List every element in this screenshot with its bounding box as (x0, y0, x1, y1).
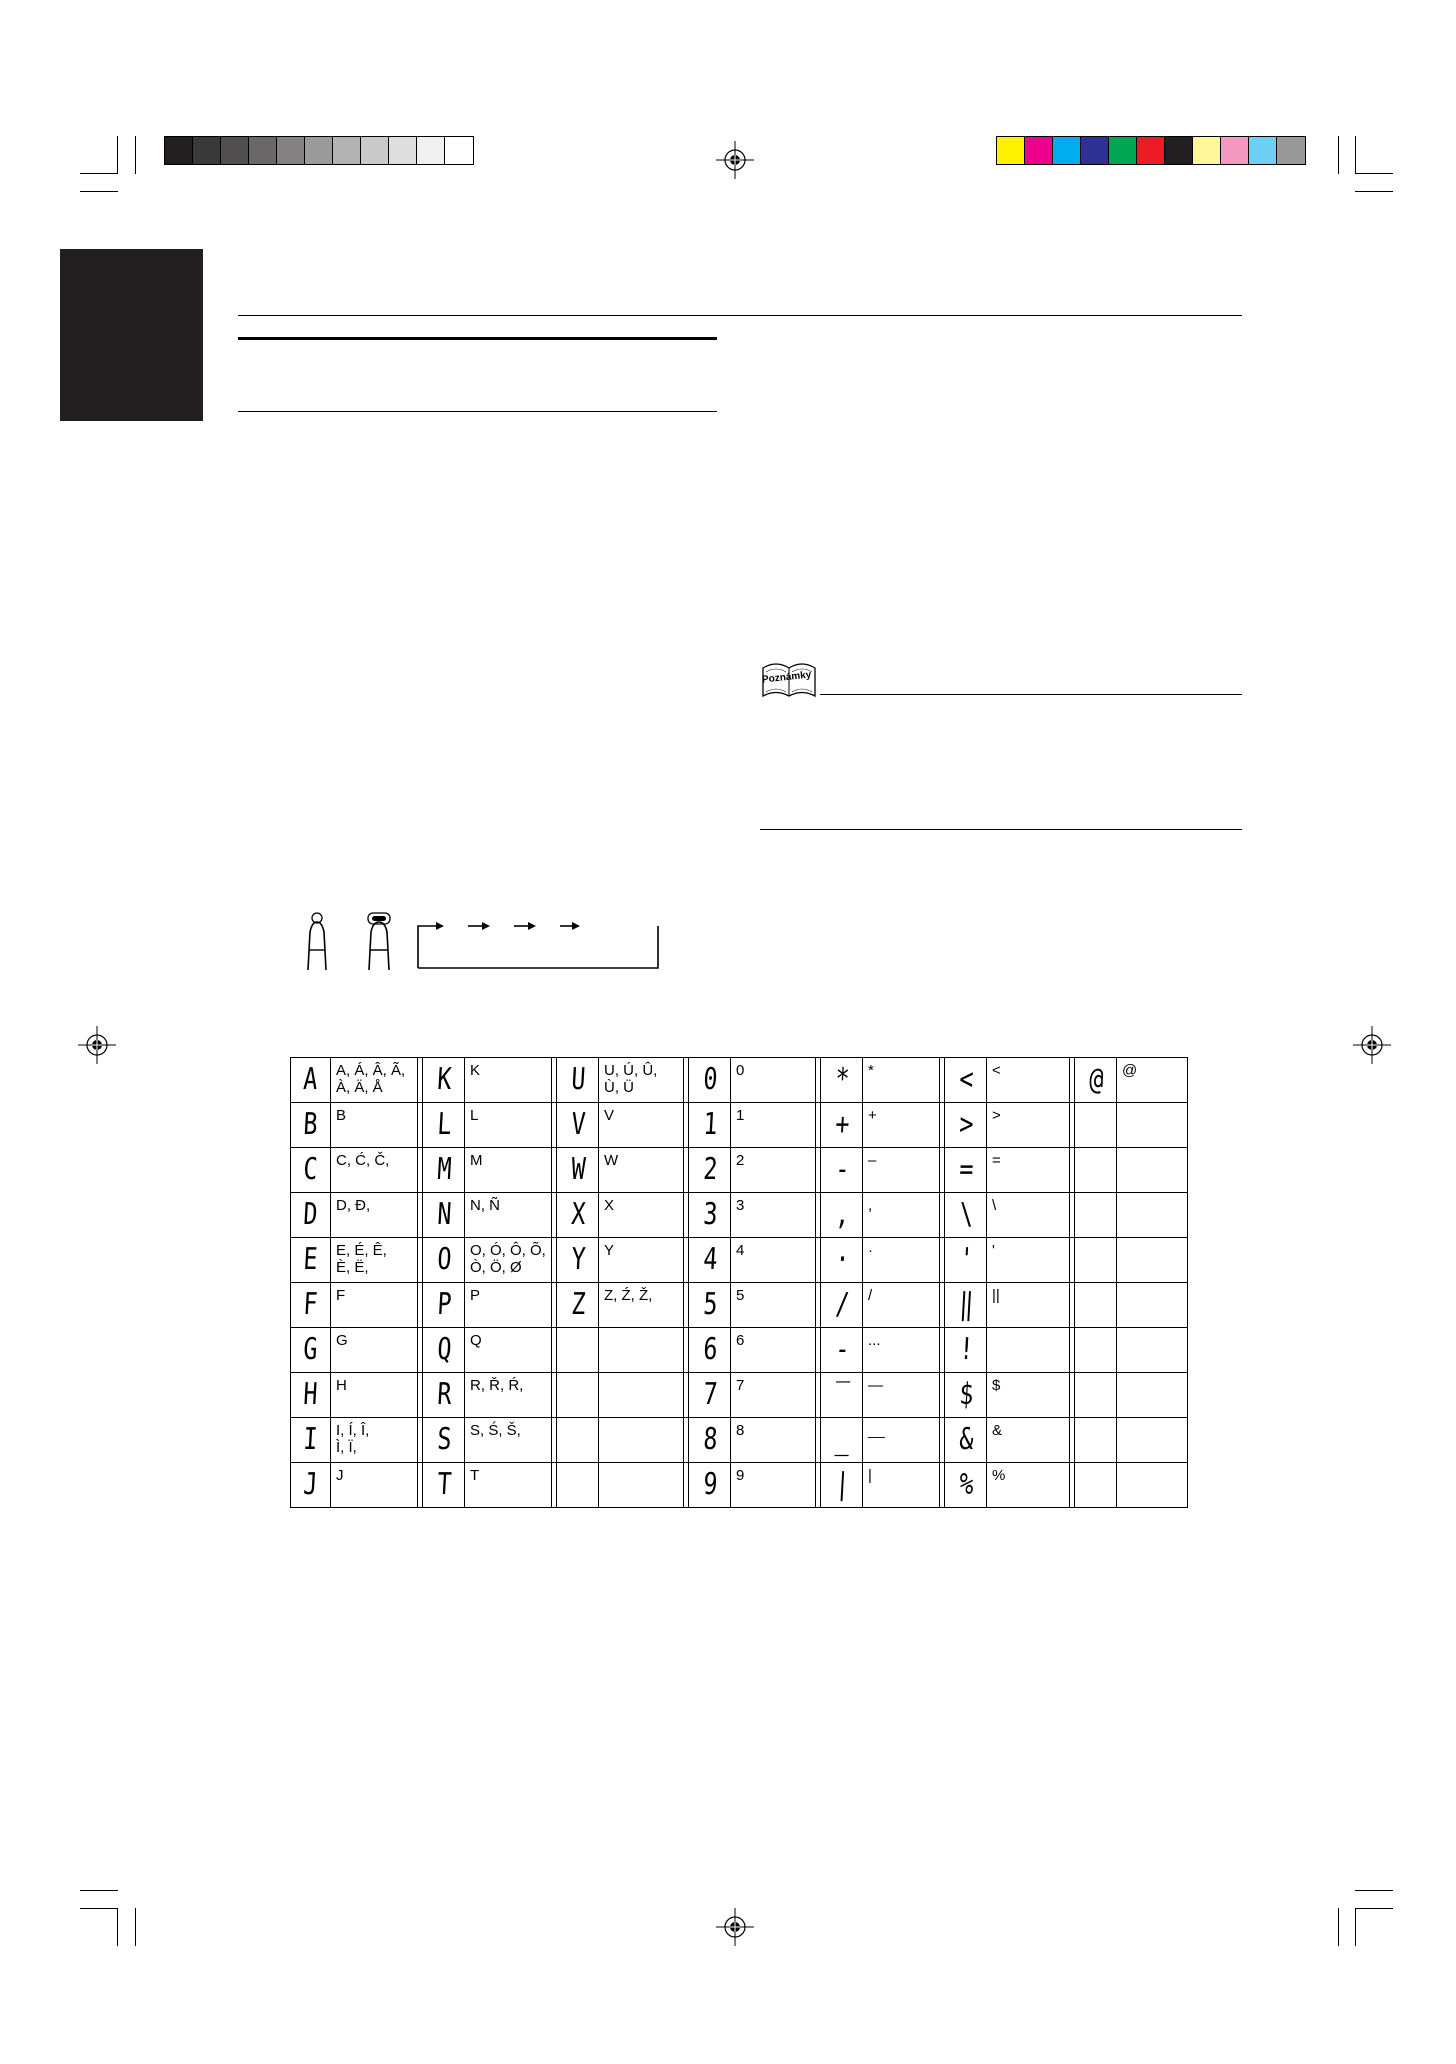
character-label (1116, 1417, 1194, 1462)
segment-display-glyph (690, 1327, 730, 1372)
segment-glyph-text: , (834, 1197, 850, 1232)
gray-swatch (193, 137, 221, 164)
segment-glyph-text: & (958, 1422, 974, 1457)
segment-display-glyph (690, 1462, 730, 1507)
row-divider (290, 1282, 1188, 1283)
segment-display-glyph (290, 1282, 330, 1327)
gray-swatch (333, 137, 361, 164)
character-label: 3 (736, 1197, 745, 1214)
character-label: $ (992, 1377, 1001, 1394)
character-label: M (470, 1152, 483, 1169)
segment-glyph-text: - (834, 1332, 850, 1367)
segment-glyph-text: 1 (702, 1107, 718, 1142)
gray-swatch (361, 137, 389, 164)
gray-swatch (277, 137, 305, 164)
segment-display-glyph (822, 1372, 862, 1417)
language-side-tab (60, 249, 203, 421)
segment-glyph-text: B (302, 1107, 318, 1142)
process-color-swatch (997, 137, 1025, 164)
character-label: D, Đ, (336, 1197, 371, 1214)
segment-display-glyph (290, 1237, 330, 1282)
crop-mark-bottom-left-h (80, 1890, 118, 1891)
character-label (1116, 1372, 1194, 1417)
crop-mark-top-left-h2 (80, 191, 118, 192)
row-divider (290, 1417, 1188, 1418)
segment-display-glyph (946, 1057, 986, 1102)
character-label: Q (470, 1332, 482, 1349)
character-label: , (868, 1197, 873, 1214)
segment-display-glyph (424, 1417, 464, 1462)
segment-display-glyph (822, 1102, 862, 1147)
process-color-swatch (1221, 137, 1249, 164)
segment-glyph-text: R (436, 1377, 452, 1412)
character-label: R, Ř, Ŕ, (470, 1377, 524, 1394)
segment-glyph-text: G (302, 1332, 318, 1367)
crop-mark-bottom-left-v1 (117, 1908, 118, 1946)
segment-display-glyph (558, 1102, 598, 1147)
section-heading-rule-thick (238, 337, 717, 340)
segment-glyph-text: A (302, 1062, 318, 1097)
segment-glyph-text: M (436, 1152, 452, 1187)
segment-display-glyph (424, 1372, 464, 1417)
segment-display-glyph (558, 1327, 598, 1372)
segment-display-glyph (1076, 1057, 1116, 1102)
character-label: I, Í, Î, Ì, Ï, (336, 1422, 370, 1456)
header-rule (238, 315, 1242, 316)
character-label (1116, 1192, 1194, 1237)
segment-glyph-text: 7 (702, 1377, 718, 1412)
crop-mark-bottom-right-v1 (1338, 1908, 1339, 1946)
segment-glyph-text: \ (958, 1197, 974, 1232)
gray-swatch (305, 137, 333, 164)
segment-glyph-text: 4 (702, 1242, 718, 1277)
segment-glyph-text: + (834, 1107, 850, 1142)
display-glyph-a-blinking (308, 913, 326, 970)
crop-mark-top-left-h (80, 173, 118, 174)
notes-bottom-rule (760, 829, 1242, 830)
segment-display-glyph (424, 1282, 464, 1327)
segment-display-glyph (424, 1237, 464, 1282)
cycle-arrows (418, 922, 658, 968)
segment-glyph-text: Y (570, 1242, 586, 1277)
character-label: N, Ñ (470, 1197, 500, 1214)
character-label: | (868, 1467, 872, 1484)
segment-display-glyph (1076, 1147, 1116, 1192)
registration-mark-left (78, 1026, 116, 1064)
character-label: ' (992, 1242, 995, 1259)
segment-display-glyph (946, 1372, 986, 1417)
character-label: % (992, 1467, 1006, 1484)
segment-glyph-text: / (834, 1287, 850, 1322)
segment-glyph-text: I (302, 1422, 318, 1457)
character-label (598, 1417, 684, 1462)
segment-display-glyph (290, 1192, 330, 1237)
segment-display-glyph (946, 1417, 986, 1462)
gray-swatch (221, 137, 249, 164)
segment-glyph-text: L (436, 1107, 452, 1142)
crop-mark-top-right-v1 (1338, 136, 1339, 174)
display-glyph-a-cursor (368, 913, 390, 970)
segment-display-glyph (290, 1417, 330, 1462)
segment-glyph-text: 9 (702, 1467, 718, 1502)
segment-display-glyph (690, 1237, 730, 1282)
section-heading-rule-thin (238, 411, 717, 412)
segment-display-glyph (946, 1237, 986, 1282)
segment-display-glyph (946, 1282, 986, 1327)
character-label: > (992, 1107, 1001, 1124)
character-label: 8 (736, 1422, 745, 1439)
character-label: F (336, 1287, 346, 1304)
segment-display-glyph (946, 1327, 986, 1372)
segment-display-glyph (1076, 1102, 1116, 1147)
segment-display-glyph (946, 1462, 986, 1507)
character-label (1116, 1237, 1194, 1282)
gray-swatch (445, 137, 473, 164)
crop-mark-bottom-right-h2 (1355, 1908, 1393, 1909)
segment-glyph-text: F (302, 1287, 318, 1322)
crop-mark-top-left-v2 (135, 136, 136, 174)
segment-display-glyph (558, 1372, 598, 1417)
character-label: \ (992, 1197, 997, 1214)
segment-display-glyph (1076, 1372, 1116, 1417)
segment-display-glyph (1076, 1282, 1116, 1327)
segment-display-glyph (946, 1102, 986, 1147)
gray-swatch (417, 137, 445, 164)
segment-glyph-text: 8 (702, 1422, 718, 1457)
character-label: & (992, 1422, 1003, 1439)
segment-glyph-text: $ (958, 1377, 974, 1412)
segment-display-glyph (690, 1102, 730, 1147)
segment-display-glyph (424, 1102, 464, 1147)
segment-glyph-text: D (302, 1197, 318, 1232)
character-label (986, 1327, 1070, 1372)
segment-display-glyph (822, 1417, 862, 1462)
process-color-swatch (1277, 137, 1305, 164)
crop-mark-bottom-left-v2 (135, 1908, 136, 1946)
crop-mark-top-right-h2 (1355, 191, 1393, 192)
character-label: W (604, 1152, 619, 1169)
segment-glyph-text: | (834, 1467, 850, 1502)
character-label: X (604, 1197, 615, 1214)
character-label (1116, 1462, 1194, 1507)
character-label: U, Ú, Û, Ù, Ü (604, 1062, 658, 1096)
segment-display-glyph (424, 1057, 464, 1102)
character-label: H (336, 1377, 347, 1394)
segment-glyph-text: ‾ (834, 1377, 850, 1412)
character-label: L (470, 1107, 479, 1124)
crop-mark-top-left-v1 (117, 136, 118, 174)
segment-glyph-text: Q (436, 1332, 452, 1367)
process-color-swatch (1109, 137, 1137, 164)
character-label (598, 1327, 684, 1372)
character-label: 7 (736, 1377, 745, 1394)
registration-mark-bottom (716, 1908, 754, 1946)
row-divider (290, 1372, 1188, 1373)
segment-display-glyph (822, 1147, 862, 1192)
character-label (1116, 1102, 1194, 1147)
segment-display-glyph (290, 1327, 330, 1372)
segment-glyph-text: > (958, 1107, 974, 1142)
segment-glyph-text: ‖ (958, 1287, 974, 1322)
segment-glyph-text: 5 (702, 1287, 718, 1322)
segment-display-glyph (822, 1057, 862, 1102)
segment-display-glyph (558, 1192, 598, 1237)
display-cycle-diagram (296, 910, 666, 974)
segment-display-glyph (558, 1057, 598, 1102)
segment-glyph-text: = (958, 1152, 974, 1187)
character-label (1116, 1327, 1194, 1372)
segment-display-glyph (1076, 1417, 1116, 1462)
crop-mark-top-right-h (1355, 173, 1393, 174)
segment-glyph-text: C (302, 1152, 318, 1187)
segment-display-glyph (424, 1192, 464, 1237)
gray-swatch (249, 137, 277, 164)
segment-display-glyph (690, 1057, 730, 1102)
process-color-bar (996, 136, 1306, 165)
segment-display-glyph (558, 1462, 598, 1507)
character-label: J (336, 1467, 344, 1484)
row-divider (290, 1237, 1188, 1238)
gray-scale-bar (164, 136, 474, 165)
segment-display-glyph (1076, 1462, 1116, 1507)
segment-glyph-text: - (834, 1152, 850, 1187)
segment-glyph-text: X (570, 1197, 586, 1232)
character-label: T (470, 1467, 480, 1484)
character-label: – (868, 1152, 877, 1169)
character-label (1116, 1147, 1194, 1192)
segment-display-glyph (290, 1102, 330, 1147)
row-divider (290, 1192, 1188, 1193)
character-label: 4 (736, 1242, 745, 1259)
crop-mark-bottom-right-h (1355, 1890, 1393, 1891)
gray-swatch (165, 137, 193, 164)
segment-glyph-text: K (436, 1062, 452, 1097)
segment-glyph-text: 0 (702, 1062, 718, 1097)
character-label: P (470, 1287, 481, 1304)
segment-display-glyph (290, 1147, 330, 1192)
segment-glyph-text: * (834, 1062, 850, 1097)
character-label: = (992, 1152, 1001, 1169)
segment-display-glyph (946, 1192, 986, 1237)
character-label (1116, 1282, 1194, 1327)
process-color-swatch (1165, 137, 1193, 164)
character-label: Y (604, 1242, 615, 1259)
segment-display-glyph (290, 1057, 330, 1102)
notes-label: Poznámky (761, 669, 812, 686)
character-label: || (992, 1287, 1000, 1304)
segment-glyph-text: ! (958, 1332, 974, 1367)
segment-glyph-text: 3 (702, 1197, 718, 1232)
process-color-swatch (1053, 137, 1081, 164)
segment-glyph-text: V (570, 1107, 586, 1142)
segment-glyph-text: U (570, 1062, 586, 1097)
segment-display-glyph (822, 1282, 862, 1327)
process-color-swatch (1137, 137, 1165, 164)
segment-display-glyph (424, 1147, 464, 1192)
character-label: E, É, Ê, È, Ë, (336, 1242, 387, 1276)
registration-mark-top (716, 141, 754, 179)
segment-display-glyph (822, 1192, 862, 1237)
segment-glyph-text: E (302, 1242, 318, 1277)
character-table (290, 1057, 1188, 1508)
character-label: < (992, 1062, 1001, 1079)
crop-mark-bottom-left-h2 (80, 1908, 118, 1909)
character-label: · (868, 1242, 873, 1259)
segment-glyph-text: 6 (702, 1332, 718, 1367)
segment-glyph-text: < (958, 1062, 974, 1097)
segment-glyph-text: @ (1088, 1062, 1104, 1097)
character-label: 2 (736, 1152, 745, 1169)
segment-display-glyph (822, 1462, 862, 1507)
character-label: 6 (736, 1332, 745, 1349)
character-label: + (868, 1107, 877, 1124)
segment-glyph-text: H (302, 1377, 318, 1412)
character-label: A, Á, Â, Ã, À, Ä, Å (336, 1062, 406, 1096)
segment-glyph-text: 2 (702, 1152, 718, 1187)
character-label: B (336, 1107, 347, 1124)
segment-display-glyph (558, 1147, 598, 1192)
crop-mark-top-right-v2 (1355, 136, 1356, 174)
segment-glyph-text: S (436, 1422, 452, 1457)
gray-swatch (389, 137, 417, 164)
segment-display-glyph (946, 1147, 986, 1192)
segment-display-glyph (424, 1462, 464, 1507)
segment-display-glyph (690, 1192, 730, 1237)
row-divider (290, 1147, 1188, 1148)
segment-display-glyph (290, 1372, 330, 1417)
character-label: @ (1122, 1062, 1138, 1079)
segment-glyph-text: ' (958, 1242, 974, 1277)
segment-glyph-text: J (302, 1467, 318, 1502)
segment-glyph-text: P (436, 1287, 452, 1322)
character-label: O, Ó, Ô, Õ, Ò, Ö, Ø (470, 1242, 546, 1276)
character-label: * (868, 1062, 874, 1079)
segment-display-glyph (558, 1417, 598, 1462)
character-label: / (868, 1287, 873, 1304)
character-label: K (470, 1062, 481, 1079)
segment-display-glyph (558, 1237, 598, 1282)
segment-glyph-text: N (436, 1197, 452, 1232)
row-divider (290, 1102, 1188, 1103)
character-label: 5 (736, 1287, 745, 1304)
character-label: S, Ś, Š, (470, 1422, 521, 1439)
character-label: G (336, 1332, 348, 1349)
character-label: 1 (736, 1107, 745, 1124)
process-color-swatch (1025, 137, 1053, 164)
process-color-swatch (1193, 137, 1221, 164)
segment-display-glyph (1076, 1327, 1116, 1372)
character-label: C, Ć, Č, (336, 1152, 390, 1169)
character-label (598, 1372, 684, 1417)
segment-display-glyph (1076, 1192, 1116, 1237)
character-label: 9 (736, 1467, 745, 1484)
row-divider (290, 1462, 1188, 1463)
character-label: — (868, 1377, 883, 1394)
segment-display-glyph (822, 1237, 862, 1282)
segment-glyph-text: O (436, 1242, 452, 1277)
row-divider (290, 1327, 1188, 1328)
character-label: ... (868, 1332, 881, 1349)
character-label (598, 1462, 684, 1507)
segment-glyph-text: % (958, 1467, 974, 1502)
segment-glyph-text: W (570, 1152, 586, 1187)
segment-display-glyph (690, 1372, 730, 1417)
segment-display-glyph (690, 1147, 730, 1192)
segment-display-glyph (1076, 1237, 1116, 1282)
segment-display-glyph (558, 1282, 598, 1327)
character-label: V (604, 1107, 615, 1124)
crop-mark-bottom-right-v2 (1355, 1908, 1356, 1946)
segment-display-glyph (690, 1282, 730, 1327)
character-label: __ (868, 1422, 885, 1439)
character-label: Z, Ź, Ž, (604, 1287, 653, 1304)
segment-glyph-text: · (834, 1242, 850, 1277)
process-color-swatch (1249, 137, 1277, 164)
character-label: 0 (736, 1062, 745, 1079)
segment-glyph-text: T (436, 1467, 452, 1502)
process-color-swatch (1081, 137, 1109, 164)
registration-mark-right (1353, 1026, 1391, 1064)
segment-glyph-text: _ (834, 1422, 850, 1457)
segment-display-glyph (290, 1462, 330, 1507)
segment-glyph-text: Z (570, 1287, 586, 1322)
segment-display-glyph (690, 1417, 730, 1462)
notes-top-rule (820, 694, 1242, 695)
segment-display-glyph (822, 1327, 862, 1372)
segment-display-glyph (424, 1327, 464, 1372)
